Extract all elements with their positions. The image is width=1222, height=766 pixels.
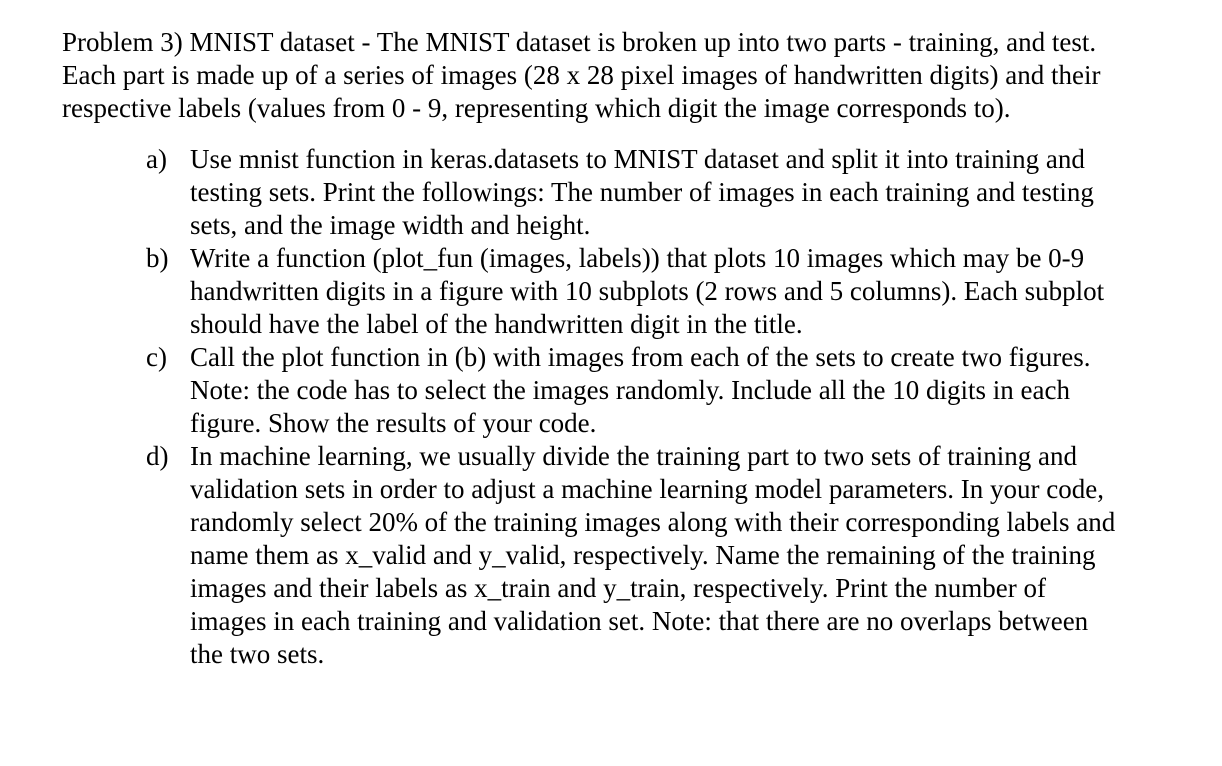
part-line: Write a function (plot_fun (images, labels)) that plots 10 images which may be 0-9 [190, 243, 1085, 273]
part-marker: c) [146, 342, 167, 372]
part-marker: a) [146, 144, 167, 174]
part-d [146, 440, 1206, 671]
problem-parts-list [146, 143, 1206, 671]
intro-line: Each part is made up of a series of images (28 x 28 pixel images of handwritten digits) and their [62, 60, 1101, 90]
part-line: the two sets. [190, 639, 325, 669]
part-marker: d) [146, 441, 169, 471]
intro-line: respective labels (values from 0 - 9, representing which digit the image corresponds to). [62, 93, 1011, 123]
part-c [146, 341, 1206, 440]
part-line: figure. Show the results of your code. [190, 408, 597, 438]
part-line: images in each training and validation set. Note: that there are no overlaps between [190, 606, 1089, 636]
part-line: validation sets in order to adjust a machine learning model parameters. In your code, [190, 474, 1104, 504]
part-line: Call the plot function in (b) with images from each of the sets to create two figures. [190, 342, 1091, 372]
part-line: should have the label of the handwritten digit in the title. [190, 309, 803, 339]
part-line: In machine learning, we usually divide the training part to two sets of training and [190, 441, 1078, 471]
part-line: name them as x_valid and y_valid, respectively. Name the remaining of the training [190, 540, 1096, 570]
part-line: sets, and the image width and height. [190, 210, 591, 240]
intro-line: Problem 3) MNIST dataset - The MNIST dataset is broken up into two parts - training, and test. [62, 27, 1097, 57]
part-line: testing sets. Print the followings: The number of images in each training and testing [190, 177, 1094, 207]
part-line: Note: the code has to select the images randomly. Include all the 10 digits in each [190, 375, 1070, 405]
part-line: handwritten digits in a figure with 10 subplots (2 rows and 5 columns). Each subplot [190, 276, 1105, 306]
problem-intro [62, 26, 1192, 125]
part-b [146, 242, 1206, 341]
part-line: Use mnist function in keras.datasets to MNIST dataset and split it into training and [190, 144, 1085, 174]
part-line: images and their labels as x_train and y_train, respectively. Print the number of [190, 573, 1046, 603]
part-line: randomly select 20% of the training images along with their corresponding labels and [190, 507, 1116, 537]
part-a [146, 143, 1206, 242]
part-marker: b) [146, 243, 169, 273]
